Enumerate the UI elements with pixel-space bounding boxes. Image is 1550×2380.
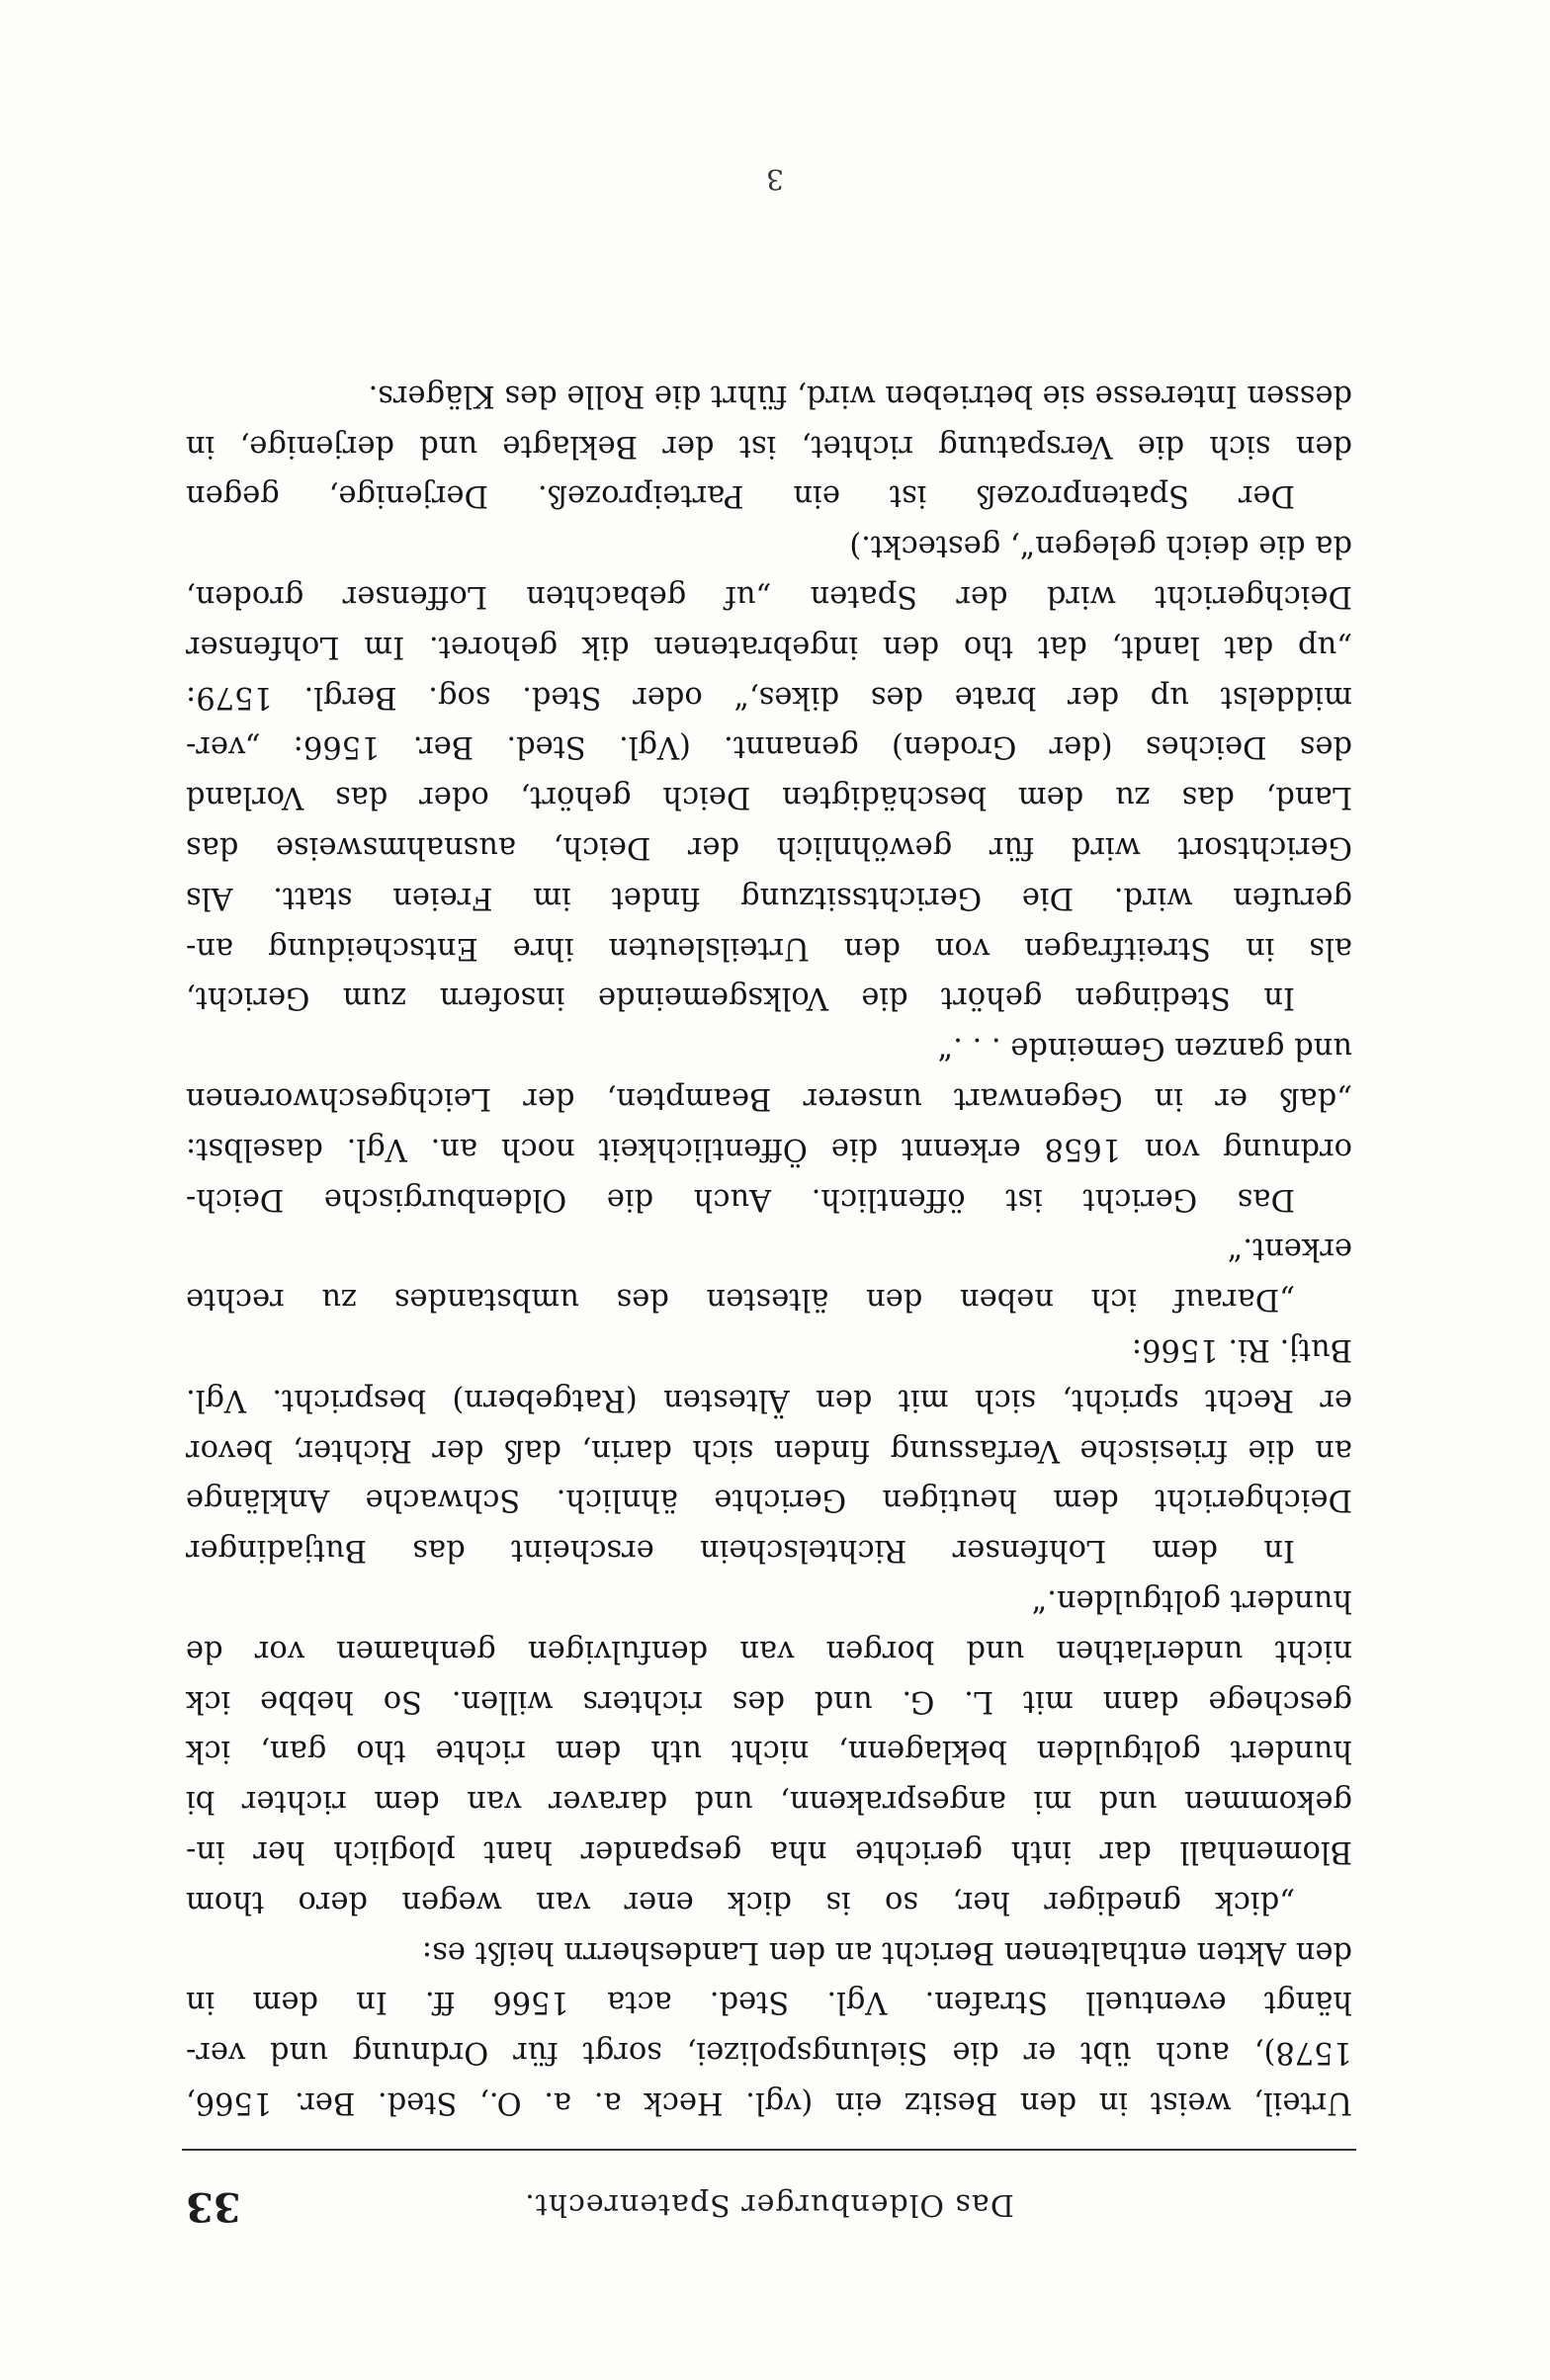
text-line: Land, das zu dem beschädigten Deich gehört, oder das Vorland (186, 780, 1352, 815)
text-line: „dick gnediger her, so is dick ener van wegen dero thom (186, 1884, 1295, 1919)
text-line: hängt eventuell Strafen. Vgl. Sted. acta 1566 ff. In dem in (186, 1985, 1352, 2020)
text-line: Butj. Ri. 1566: (1131, 1332, 1352, 1368)
text-line: da die deich gelegen“, gesteckt.) (849, 529, 1352, 564)
text-line: Blomenhall dar inth gerichte nha gespander hant ploglich her in- (186, 1834, 1352, 1870)
text-line: Urteil, weist in den Besitz ein (vgl. Heck a. a. O., Sted. Ber. 1566, (186, 2085, 1352, 2120)
text-line: des Deiches (der Groden) genannt. (Vgl. Sted. Ber. 1566: „ver- (186, 729, 1352, 765)
text-line: geschege dann mit L. G. und des richters willen. So hebbe ick (186, 1683, 1352, 1719)
text-line: den Akten enthaltenen Bericht an den Landesherrn heißt es: (421, 1934, 1352, 1970)
paragraph (186, 1926, 1352, 2127)
text-line: „Darauf ich neben den ältesten des umbstandes zu rechte (186, 1282, 1295, 1318)
text-line: Gerichtsort wird für gewöhnlich der Deich, ausnahmsweise das (186, 830, 1352, 866)
text-line: „up dat landt, dat tho den ingebratenen dik gehoret. Im Lohfenser (186, 629, 1352, 664)
text-line: 1578), auch übt er die Sielungspolizei, sorgt für Ordnung und ver- (186, 2035, 1352, 2071)
text-line: und ganzen Gemeinde . . .“ (937, 1031, 1352, 1066)
text-line: gerufen wird. Die Gerichtssitzung findet im Freien statt. Als (186, 880, 1352, 915)
page-number: 33 (186, 2183, 241, 2230)
page-header (186, 2174, 1352, 2230)
text-line: Deichgericht dem heutigen Gerichte ähnlich. Schwache Anklänge (186, 1483, 1352, 1518)
text-line: erkent.“ (1227, 1232, 1352, 1267)
paragraph (186, 1323, 1352, 1574)
text-line: hundert goltgulden.“ (1031, 1583, 1352, 1619)
text-line: dessen Interesse sie betrieben wird, führt die Rolle des Klägers. (368, 378, 1352, 413)
text-line: „daß er in Gegenwart unserer Beampten, der Leichgeschworenen (186, 1081, 1352, 1117)
text-line: In Stedingen gehört die Volksgemeinde insofern zum Gericht, (186, 980, 1295, 1016)
text-line: gekommen und mi angesprakenn, und daraver van dem richter bi (186, 1784, 1352, 1820)
text-line: Das Gericht ist öffentlich. Auch die Oldenburgische Deich- (186, 1181, 1295, 1217)
text-line: In dem Lohfenser Richtelschein erscheint das Butjadinger (186, 1533, 1295, 1569)
paragraph (186, 521, 1352, 1023)
text-line: den sich die Verspatung richtet, ist der Beklagte und derjenige, in (186, 428, 1352, 464)
signature-mark: 3 (766, 163, 784, 196)
text-line: Deichgericht wird der Spaten „uf gebachten Loffenser groden, (186, 579, 1352, 615)
text-line: an die friesische Verfassung finden sich darin, daß der Richter, bevor (186, 1432, 1352, 1468)
running-title: Das Oldenburger Spatenrecht. (524, 2187, 1014, 2222)
text-line: middelst up der brate des dikes,“ oder Sted. sog. Bergl. 1579: (186, 679, 1352, 715)
text-line: Der Spatenprozeß ist ein Parteiprozeß. Derjenige, gegen (186, 478, 1295, 514)
header-rule (182, 2149, 1356, 2151)
paragraph (186, 1022, 1352, 1223)
paragraph (186, 1574, 1352, 1926)
text-line: hundert goltgulden beklagenn, nicht uth dem richte tho gan, ick (186, 1734, 1352, 1769)
text-line: als in Streitfragen von den Urteilsleuten ihre Entscheidung an- (186, 930, 1352, 966)
paragraph (186, 370, 1352, 520)
body-text (186, 370, 1352, 2127)
text-line: nicht underlathen und borgen van denfulvigen genhamen vor de (186, 1633, 1352, 1668)
text-line: er Recht spricht, sich mit den Ältesten (Ratgebern) bespricht. Vgl. (186, 1382, 1352, 1417)
paragraph (186, 1224, 1352, 1324)
text-line: ordnung von 1658 erkennt die Öffentlichkeit noch an. Vgl. daselbst: (186, 1131, 1352, 1166)
